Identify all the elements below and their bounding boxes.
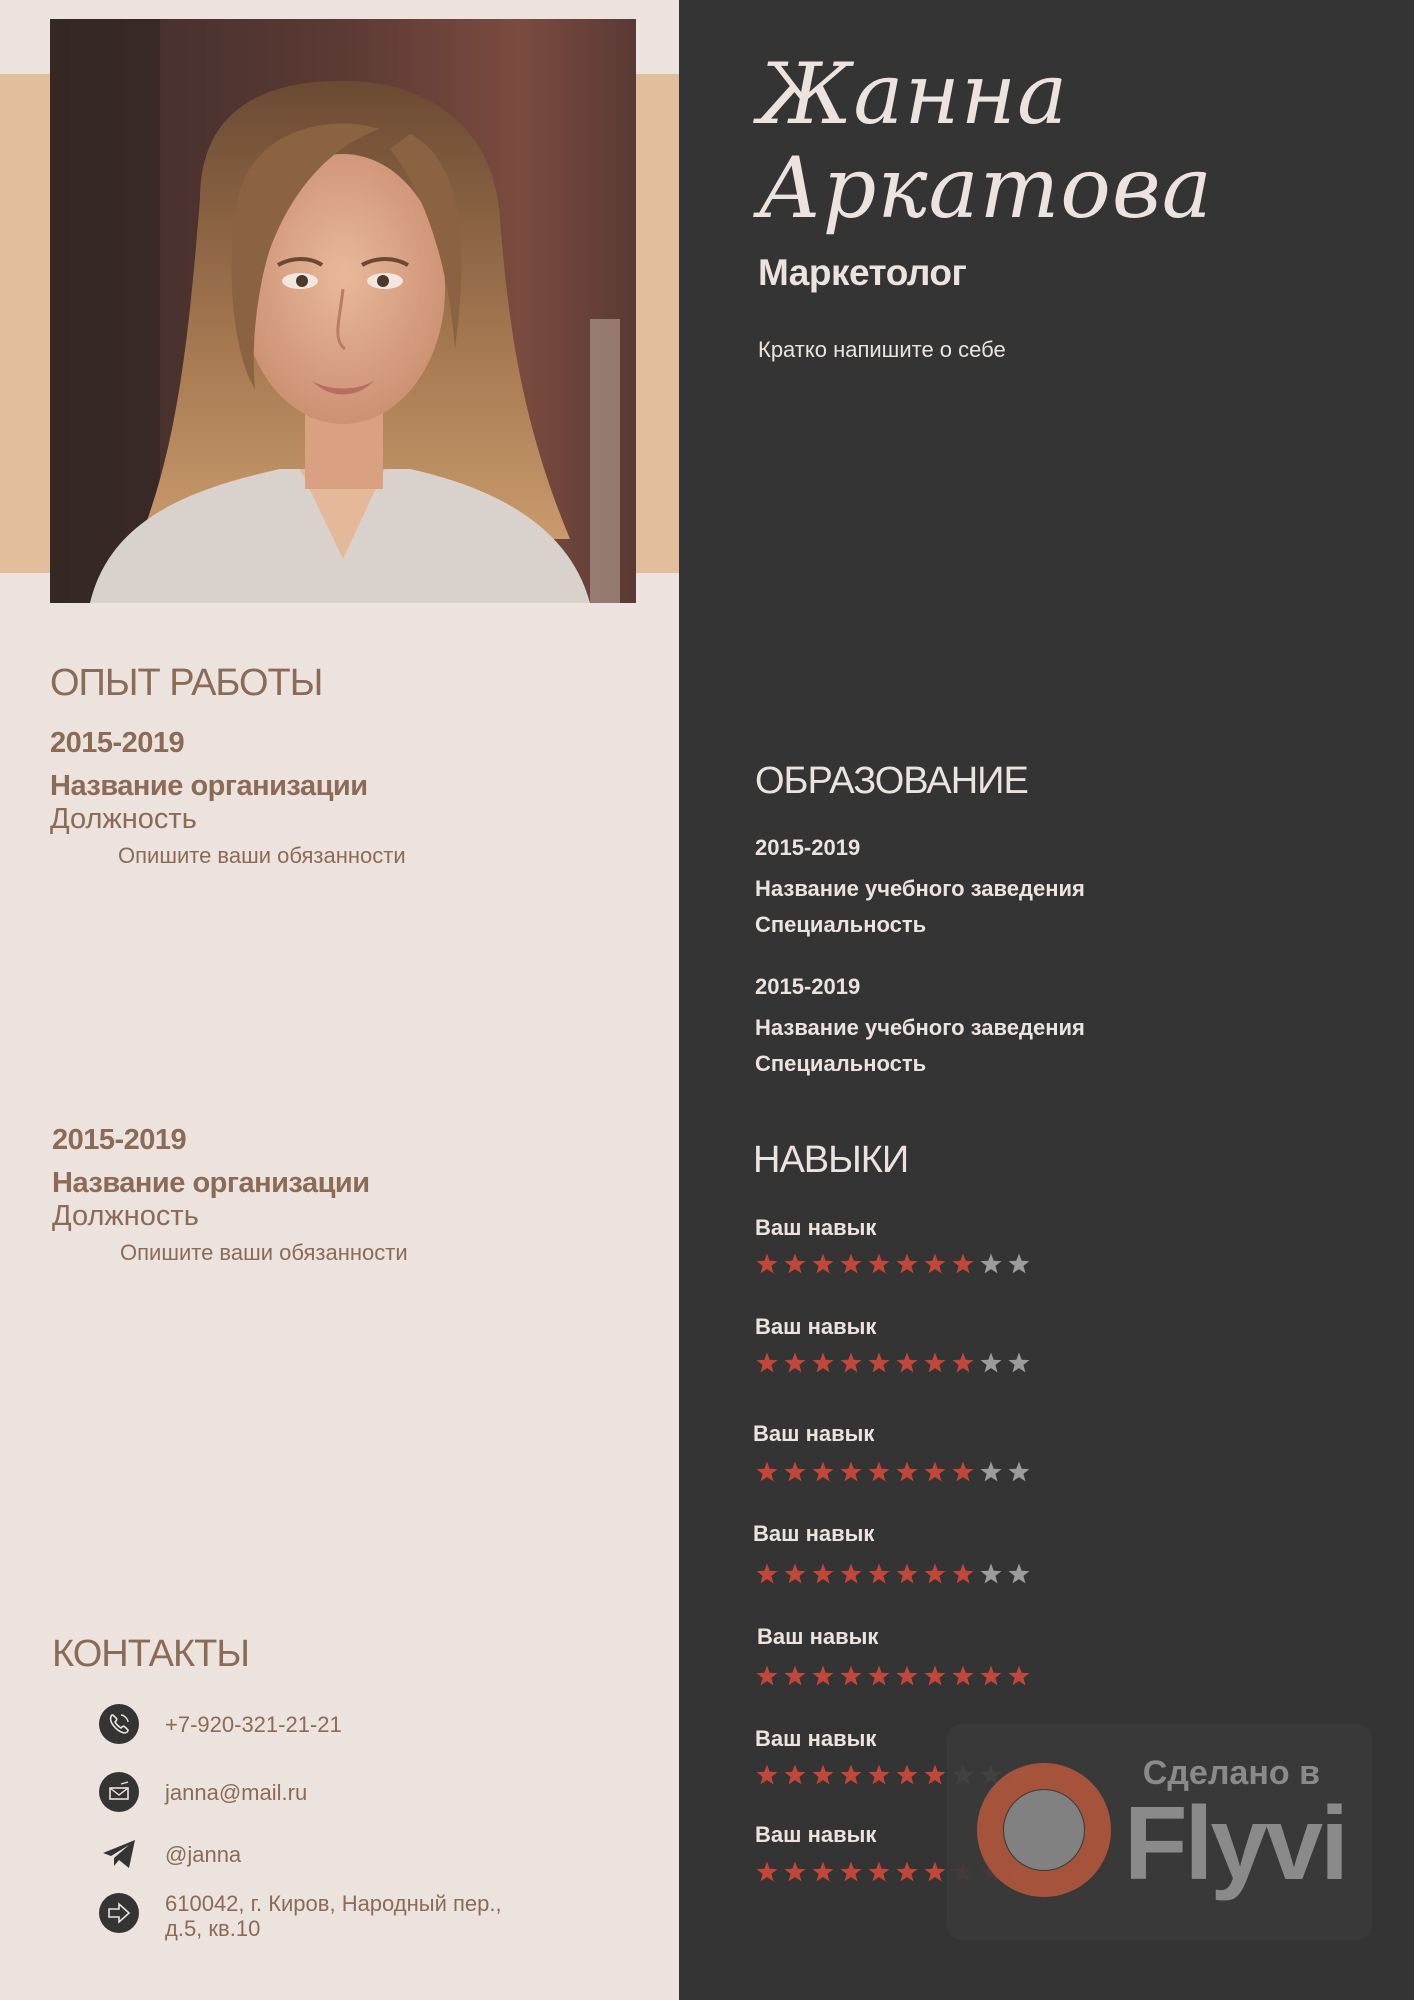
star-filled-icon bbox=[1009, 1666, 1030, 1686]
star-filled-icon bbox=[925, 1765, 946, 1785]
star-filled-icon bbox=[757, 1666, 778, 1686]
right-column bbox=[679, 0, 1414, 2000]
star-filled-icon bbox=[925, 1254, 946, 1274]
last-name: Аркатова bbox=[758, 139, 1213, 237]
star-filled-icon bbox=[813, 1353, 834, 1373]
star-filled-icon bbox=[757, 1462, 778, 1482]
star-filled-icon bbox=[785, 1862, 806, 1882]
star-filled-icon bbox=[897, 1564, 918, 1584]
star-filled-icon bbox=[925, 1564, 946, 1584]
skill-label: Ваш навык bbox=[755, 1726, 877, 1751]
star-filled-icon bbox=[785, 1666, 806, 1686]
star-filled-icon bbox=[897, 1765, 918, 1785]
watermark-made-in: Сделано в bbox=[1142, 1754, 1320, 1792]
experience-position: Должность bbox=[50, 803, 197, 835]
experience-organization: Название организации bbox=[50, 770, 368, 802]
star-filled-icon bbox=[897, 1254, 918, 1274]
skill-label: Ваш навык bbox=[755, 1822, 877, 1847]
job-role: Маркетолог bbox=[758, 252, 967, 293]
star-empty-icon bbox=[1009, 1254, 1030, 1274]
flyvi-logo-icon bbox=[976, 1762, 1112, 1898]
portrait-image bbox=[50, 19, 636, 603]
about-text: Кратко напишите о себе bbox=[758, 337, 1006, 362]
star-filled-icon bbox=[869, 1862, 890, 1882]
skill-rating bbox=[755, 1460, 1035, 1484]
skill-label: Ваш навык bbox=[755, 1314, 877, 1339]
star-empty-icon bbox=[1009, 1353, 1030, 1373]
profile-photo bbox=[50, 19, 636, 603]
contact-email[interactable]: janna@mail.ru bbox=[165, 1780, 308, 1805]
phone-icon bbox=[99, 1704, 139, 1744]
skill-label: Ваш навык bbox=[753, 1421, 875, 1446]
education-institution: Название учебного заведения bbox=[755, 876, 1085, 901]
star-filled-icon bbox=[813, 1666, 834, 1686]
experience-position: Должность bbox=[52, 1200, 199, 1232]
star-filled-icon bbox=[813, 1564, 834, 1584]
address-arrow-icon bbox=[99, 1893, 139, 1933]
star-filled-icon bbox=[953, 1353, 974, 1373]
experience-organization: Название организации bbox=[52, 1167, 370, 1199]
education-specialty: Специальность bbox=[755, 912, 927, 937]
star-filled-icon bbox=[925, 1462, 946, 1482]
star-filled-icon bbox=[869, 1564, 890, 1584]
star-filled-icon bbox=[925, 1353, 946, 1373]
telegram-icon bbox=[99, 1834, 139, 1874]
address-line-1: 610042, г. Киров, Народный пер., bbox=[165, 1891, 502, 1916]
star-filled-icon bbox=[841, 1353, 862, 1373]
star-filled-icon bbox=[981, 1666, 1002, 1686]
star-filled-icon bbox=[785, 1353, 806, 1373]
skill-rating bbox=[755, 1562, 1035, 1586]
star-filled-icon bbox=[869, 1254, 890, 1274]
star-empty-icon bbox=[981, 1462, 1002, 1482]
star-filled-icon bbox=[813, 1765, 834, 1785]
star-filled-icon bbox=[869, 1666, 890, 1686]
star-filled-icon bbox=[953, 1666, 974, 1686]
experience-title: ОПЫТ РАБОТЫ bbox=[50, 662, 323, 704]
star-filled-icon bbox=[897, 1666, 918, 1686]
star-filled-icon bbox=[925, 1666, 946, 1686]
email-icon bbox=[99, 1772, 139, 1812]
star-empty-icon bbox=[1009, 1462, 1030, 1482]
star-filled-icon bbox=[757, 1564, 778, 1584]
education-specialty: Специальность bbox=[755, 1051, 927, 1076]
contacts-title: КОНТАКТЫ bbox=[52, 1633, 249, 1675]
star-filled-icon bbox=[785, 1254, 806, 1274]
star-filled-icon bbox=[785, 1564, 806, 1584]
star-filled-icon bbox=[897, 1862, 918, 1882]
star-empty-icon bbox=[981, 1254, 1002, 1274]
skill-label: Ваш навык bbox=[753, 1521, 875, 1546]
education-institution: Название учебного заведения bbox=[755, 1015, 1085, 1040]
skill-label: Ваш навык bbox=[757, 1624, 879, 1649]
star-empty-icon bbox=[981, 1564, 1002, 1584]
star-filled-icon bbox=[953, 1462, 974, 1482]
star-filled-icon bbox=[841, 1666, 862, 1686]
skill-rating bbox=[755, 1664, 1035, 1688]
star-filled-icon bbox=[925, 1862, 946, 1882]
contact-telegram[interactable]: @janna bbox=[165, 1842, 242, 1867]
star-empty-icon bbox=[1009, 1564, 1030, 1584]
star-filled-icon bbox=[841, 1564, 862, 1584]
skill-label: Ваш навык bbox=[755, 1215, 877, 1240]
education-years: 2015-2019 bbox=[755, 974, 861, 999]
education-years: 2015-2019 bbox=[755, 835, 861, 860]
contact-address bbox=[165, 1891, 502, 1941]
star-filled-icon bbox=[785, 1765, 806, 1785]
star-empty-icon bbox=[981, 1353, 1002, 1373]
star-filled-icon bbox=[785, 1462, 806, 1482]
experience-years: 2015-2019 bbox=[50, 727, 185, 759]
star-filled-icon bbox=[757, 1254, 778, 1274]
skills-title: НАВЫКИ bbox=[753, 1139, 909, 1181]
star-filled-icon bbox=[841, 1462, 862, 1482]
contact-phone[interactable]: +7-920-321-21-21 bbox=[165, 1712, 342, 1737]
star-filled-icon bbox=[813, 1254, 834, 1274]
star-filled-icon bbox=[841, 1765, 862, 1785]
experience-description: Опишите ваши обязанности bbox=[120, 1240, 408, 1265]
skill-rating bbox=[755, 1252, 1035, 1276]
star-filled-icon bbox=[841, 1254, 862, 1274]
star-filled-icon bbox=[757, 1765, 778, 1785]
star-filled-icon bbox=[841, 1862, 862, 1882]
address-line-2: д.5, кв.10 bbox=[165, 1916, 261, 1941]
star-filled-icon bbox=[869, 1353, 890, 1373]
watermark-brand: Flyvi bbox=[1124, 1786, 1346, 1902]
star-filled-icon bbox=[757, 1862, 778, 1882]
star-filled-icon bbox=[813, 1462, 834, 1482]
star-filled-icon bbox=[897, 1353, 918, 1373]
star-filled-icon bbox=[813, 1862, 834, 1882]
star-filled-icon bbox=[953, 1254, 974, 1274]
star-filled-icon bbox=[953, 1564, 974, 1584]
star-filled-icon bbox=[897, 1462, 918, 1482]
star-filled-icon bbox=[869, 1462, 890, 1482]
first-name: Жанна bbox=[758, 45, 1069, 143]
skill-rating bbox=[755, 1351, 1035, 1375]
flyvi-watermark[interactable] bbox=[947, 1724, 1372, 1940]
education-title: ОБРАЗОВАНИЕ bbox=[755, 760, 1028, 802]
star-filled-icon bbox=[757, 1353, 778, 1373]
star-filled-icon bbox=[869, 1765, 890, 1785]
experience-years: 2015-2019 bbox=[52, 1124, 187, 1156]
experience-description: Опишите ваши обязанности bbox=[118, 843, 406, 868]
